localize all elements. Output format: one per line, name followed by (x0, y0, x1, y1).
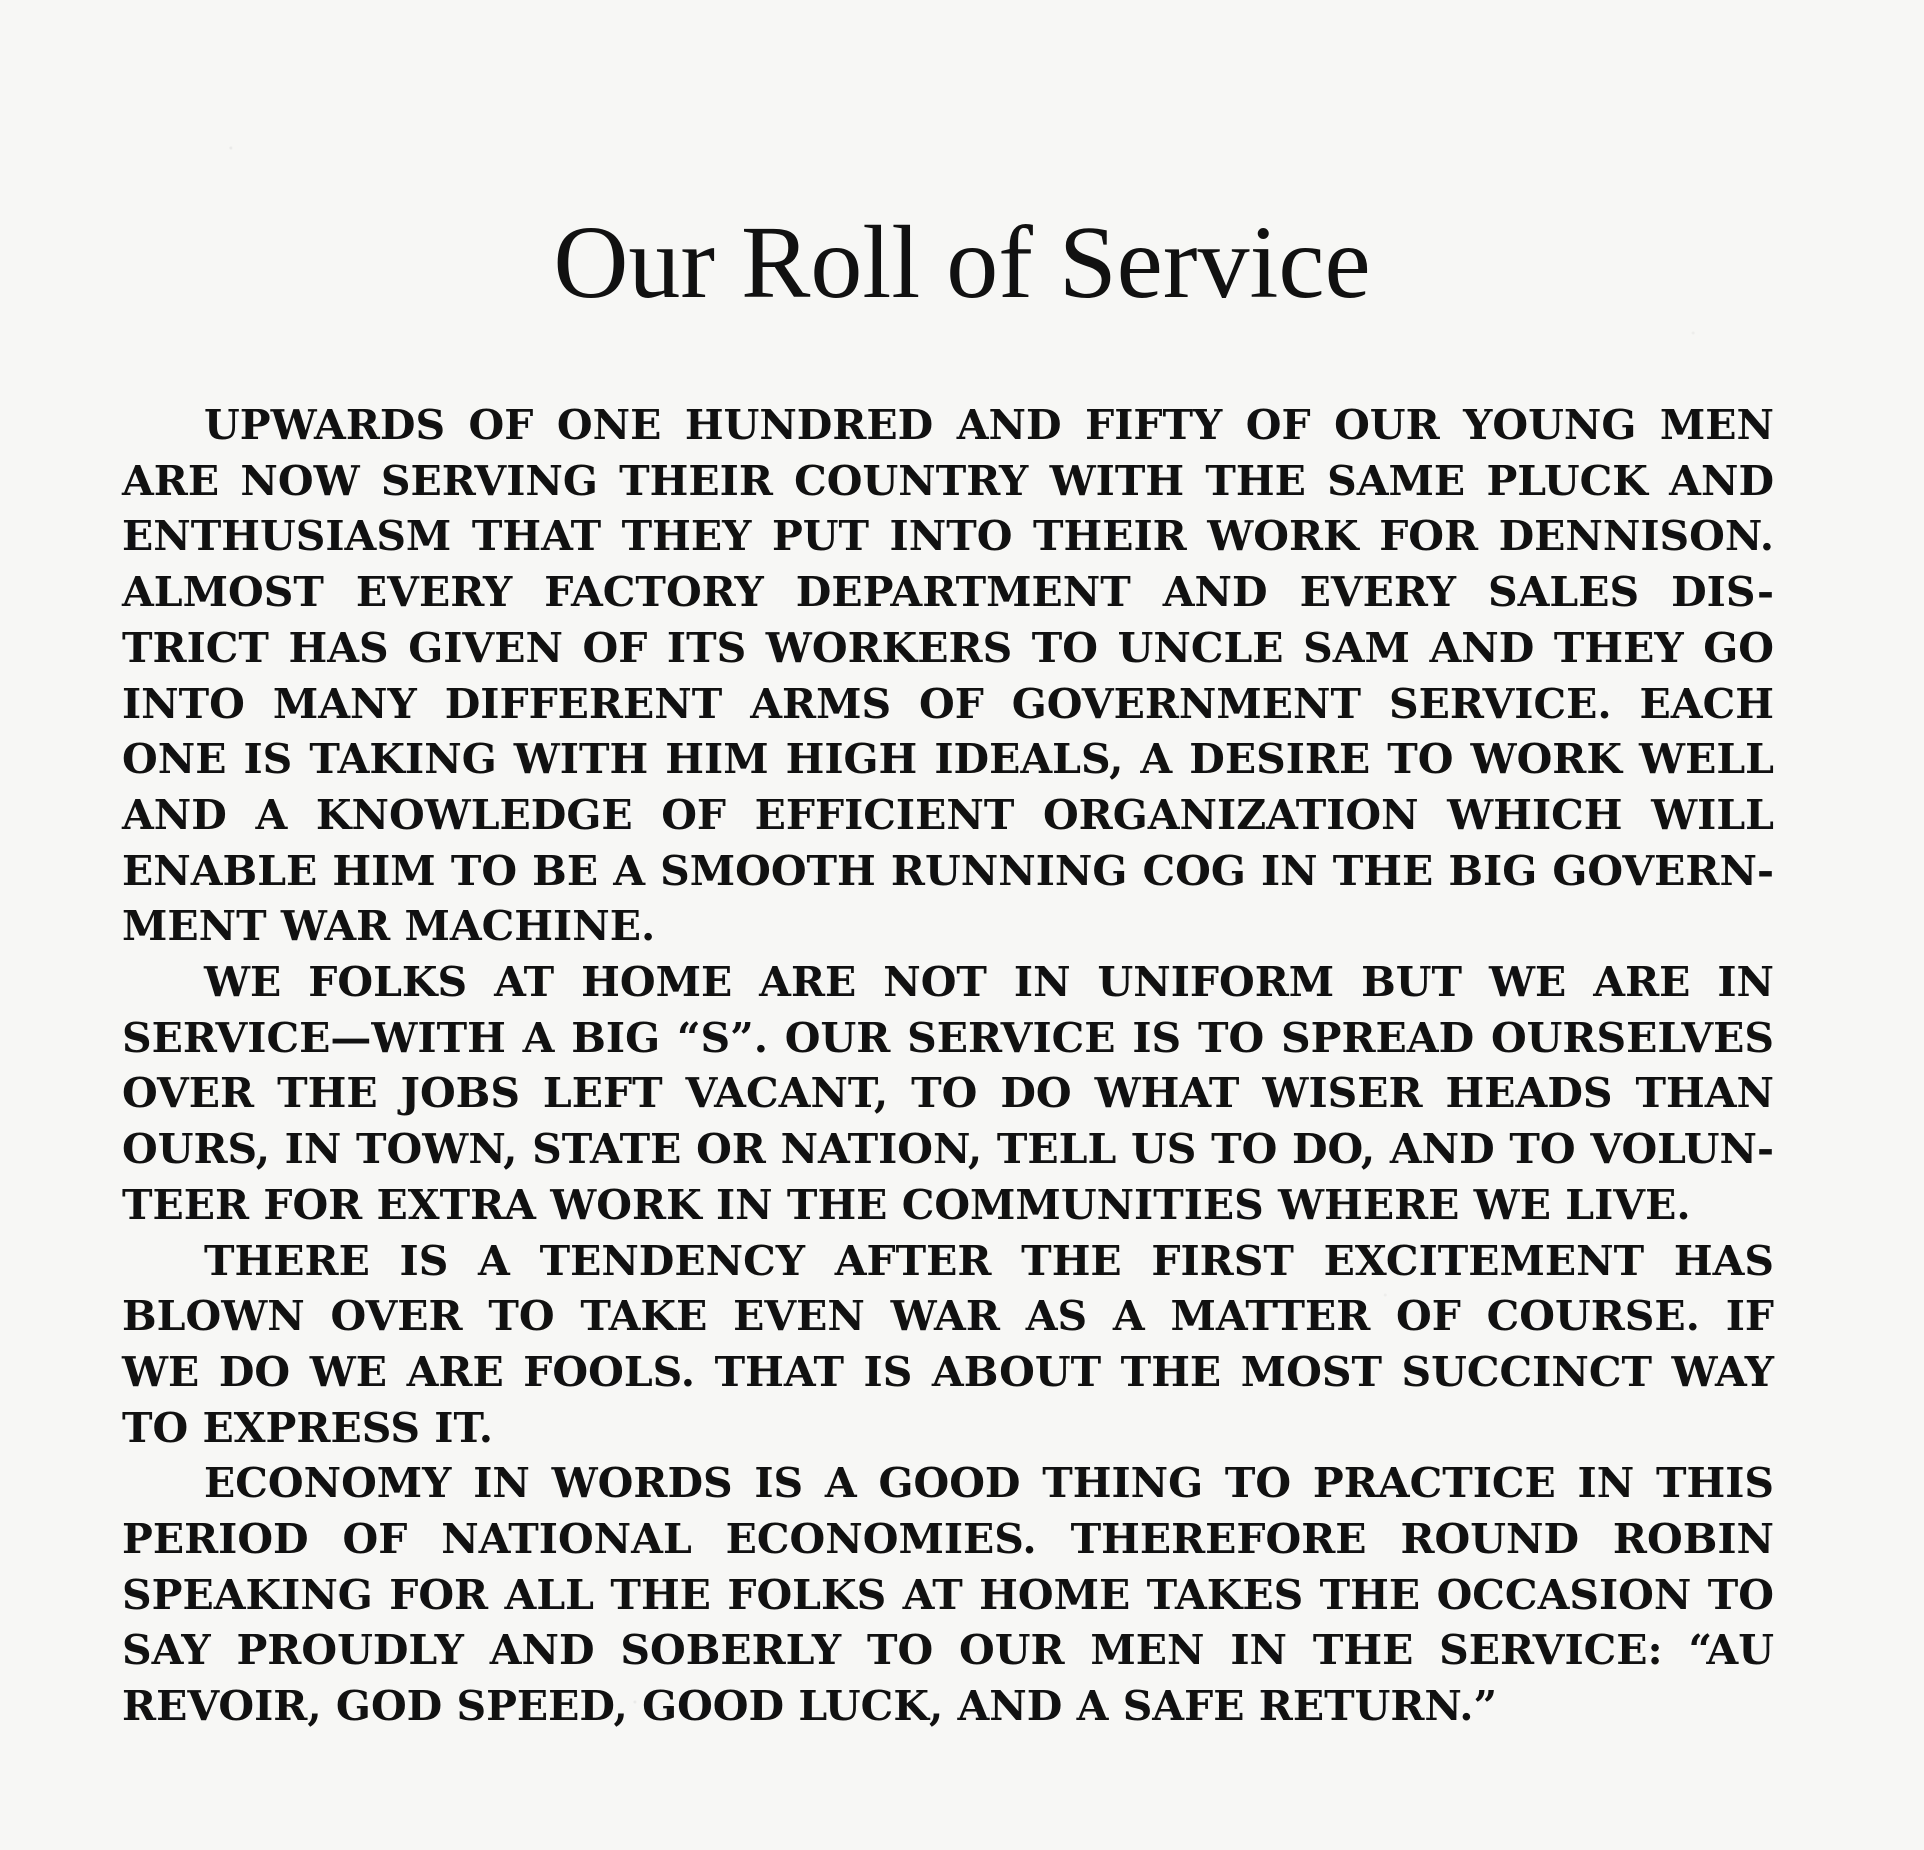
article-body (122, 398, 1774, 1735)
paragraph-1 (122, 398, 1774, 955)
text-line: OVER THE JOBS LEFT VACANT, TO DO WHAT WISER HEADS THAN (122, 1069, 1774, 1118)
text-line: ENABLE HIM TO BE A SMOOTH RUNNING COG IN THE BIG GOVERN- (122, 846, 1774, 895)
paragraph-2 (122, 955, 1774, 1234)
text-line: ENTHUSIASM THAT THEY PUT INTO THEIR WORK FOR DENNISON. (122, 512, 1774, 561)
text-line: PERIOD OF NATIONAL ECONOMIES. THEREFORE ROUND ROBIN (122, 1515, 1774, 1564)
text-line: MENT WAR MACHINE. (122, 902, 656, 951)
text-line: REVOIR, GOD SPEED, GOOD LUCK, AND A SAFE RETURN.” (122, 1682, 1498, 1731)
paragraph-3 (122, 1234, 1774, 1457)
text-line: TO EXPRESS IT. (122, 1403, 493, 1452)
text-line: OURS, IN TOWN, STATE OR NATION, TELL US TO DO, AND TO VOLUN- (122, 1125, 1774, 1174)
text-line: WE FOLKS AT HOME ARE NOT IN UNIFORM BUT WE ARE IN (204, 958, 1774, 1007)
text-line: ARE NOW SERVING THEIR COUNTRY WITH THE SAME PLUCK AND (122, 456, 1774, 505)
text-line: BLOWN OVER TO TAKE EVEN WAR AS A MATTER OF COURSE. IF (122, 1292, 1774, 1341)
text-line: INTO MANY DIFFERENT ARMS OF GOVERNMENT SERVICE. EACH (122, 679, 1774, 728)
text-line: SPEAKING FOR ALL THE FOLKS AT HOME TAKES THE OCCASION TO (122, 1570, 1774, 1619)
text-line: SERVICE—WITH A BIG “S”. OUR SERVICE IS TO SPREAD OURSELVES (122, 1013, 1774, 1062)
text-line: ONE IS TAKING WITH HIM HIGH IDEALS, A DESIRE TO WORK WELL (122, 735, 1774, 784)
text-line: THERE IS A TENDENCY AFTER THE FIRST EXCITEMENT HAS (204, 1236, 1774, 1285)
text-line: WE DO WE ARE FOOLS. THAT IS ABOUT THE MOST SUCCINCT WAY (122, 1347, 1774, 1396)
page-title: Our Roll of Service (553, 205, 1371, 320)
text-line: SAY PROUDLY AND SOBERLY TO OUR MEN IN THE SERVICE: “AU (122, 1626, 1774, 1675)
text-line: UPWARDS OF ONE HUNDRED AND FIFTY OF OUR YOUNG MEN (204, 401, 1774, 449)
paragraph-4 (122, 1456, 1774, 1735)
text-line: TEER FOR EXTRA WORK IN THE COMMUNITIES WHERE WE LIVE. (122, 1180, 1691, 1229)
text-line: ALMOST EVERY FACTORY DEPARTMENT AND EVERY SALES DIS- (122, 568, 1774, 617)
text-line: ECONOMY IN WORDS IS A GOOD THING TO PRACTICE IN THIS (204, 1459, 1774, 1508)
text-line: AND A KNOWLEDGE OF EFFICIENT ORGANIZATION WHICH WILL (122, 790, 1774, 839)
text-line: TRICT HAS GIVEN OF ITS WORKERS TO UNCLE SAM AND THEY GO (122, 623, 1774, 672)
